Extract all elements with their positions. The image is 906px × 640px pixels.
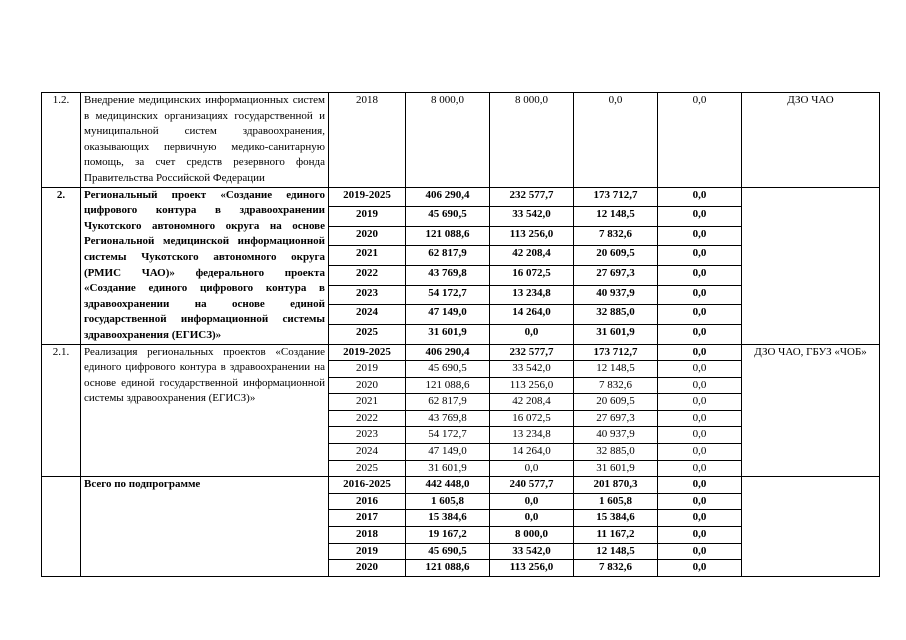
other-sources-cell: 0,0 [658,410,742,427]
total-cell: 45 690,5 [406,543,490,560]
other-sources-cell: 0,0 [658,444,742,461]
year-cell: 2021 [329,394,406,411]
federal-budget-cell: 16 072,5 [490,410,574,427]
regional-budget-cell: 173 712,7 [574,187,658,207]
year-cell: 2025 [329,324,406,344]
federal-budget-cell: 33 542,0 [490,207,574,227]
federal-budget-cell: 0,0 [490,510,574,527]
total-cell: 121 088,6 [406,377,490,394]
other-sources-cell: 0,0 [658,285,742,305]
total-cell: 45 690,5 [406,207,490,227]
federal-budget-cell: 8 000,0 [490,93,574,188]
regional-budget-cell: 173 712,7 [574,344,658,361]
total-cell: 62 817,9 [406,394,490,411]
regional-budget-cell: 31 601,9 [574,324,658,344]
regional-budget-cell: 7 832,6 [574,226,658,246]
year-cell: 2024 [329,305,406,325]
total-cell: 43 769,8 [406,410,490,427]
row-number: 2.1. [42,344,81,477]
year-cell: 2019-2025 [329,187,406,207]
year-cell: 2016 [329,493,406,510]
federal-budget-cell: 13 234,8 [490,285,574,305]
year-cell: 2020 [329,226,406,246]
regional-budget-cell: 40 937,9 [574,285,658,305]
federal-budget-cell: 8 000,0 [490,527,574,544]
federal-budget-cell: 113 256,0 [490,560,574,577]
other-sources-cell: 0,0 [658,305,742,325]
total-cell: 406 290,4 [406,187,490,207]
row-number [42,477,81,577]
federal-budget-cell: 16 072,5 [490,266,574,286]
regional-budget-cell: 15 384,6 [574,510,658,527]
regional-budget-cell: 40 937,9 [574,427,658,444]
regional-budget-cell: 27 697,3 [574,266,658,286]
total-cell: 45 690,5 [406,361,490,378]
regional-budget-cell: 12 148,5 [574,207,658,227]
other-sources-cell: 0,0 [658,527,742,544]
table-row [42,187,880,207]
total-cell: 19 167,2 [406,527,490,544]
regional-budget-cell: 1 605,8 [574,493,658,510]
year-cell: 2023 [329,285,406,305]
year-cell: 2019 [329,543,406,560]
regional-budget-cell: 11 167,2 [574,527,658,544]
total-cell: 47 149,0 [406,444,490,461]
row-number: 1.2. [42,93,81,188]
year-cell: 2016-2025 [329,477,406,494]
federal-budget-cell: 14 264,0 [490,305,574,325]
year-cell: 2022 [329,410,406,427]
activity-description: Региональный проект «Создание единого цифрового контура в здравоохранении Чукотского автономного округа на основе Региональной медицинской информационной системы Чукотского автономного округа (РМИС ЧАО)» федерального проекта «Создание единого цифрового контура в здравоохранении на основе единой государственной информационной системы здравоохранения (ЕГИСЗ)» [81,187,329,344]
federal-budget-cell: 240 577,7 [490,477,574,494]
other-sources-cell: 0,0 [658,266,742,286]
other-sources-cell: 0,0 [658,187,742,207]
table-row [42,93,880,188]
regional-budget-cell: 32 885,0 [574,444,658,461]
regional-budget-cell: 20 609,5 [574,394,658,411]
total-cell: 47 149,0 [406,305,490,325]
other-sources-cell: 0,0 [658,324,742,344]
year-cell: 2018 [329,527,406,544]
responsible-executor: ДЗО ЧАО, ГБУЗ «ЧОБ» [742,344,880,477]
federal-budget-cell: 33 542,0 [490,361,574,378]
regional-budget-cell: 0,0 [574,93,658,188]
row-number: 2. [42,187,81,344]
total-cell: 54 172,7 [406,427,490,444]
federal-budget-cell: 42 208,4 [490,246,574,266]
activity-description: Реализация региональных проектов «Создание единого цифрового контура в здравоохранении на основе единой государственной информационной системы здравоохранения (ЕГИСЗ)» [81,344,329,477]
other-sources-cell: 0,0 [658,377,742,394]
total-cell: 8 000,0 [406,93,490,188]
year-cell: 2022 [329,266,406,286]
year-cell: 2019 [329,361,406,378]
year-cell: 2019 [329,207,406,227]
activity-description: Всего по подпрограмме [81,477,329,577]
federal-budget-cell: 113 256,0 [490,226,574,246]
total-cell: 121 088,6 [406,226,490,246]
other-sources-cell: 0,0 [658,543,742,560]
subprogram-table [41,92,880,577]
federal-budget-cell: 33 542,0 [490,543,574,560]
other-sources-cell: 0,0 [658,560,742,577]
federal-budget-cell: 113 256,0 [490,377,574,394]
other-sources-cell: 0,0 [658,427,742,444]
other-sources-cell: 0,0 [658,510,742,527]
total-cell: 1 605,8 [406,493,490,510]
total-cell: 121 088,6 [406,560,490,577]
other-sources-cell: 0,0 [658,493,742,510]
year-cell: 2021 [329,246,406,266]
federal-budget-cell: 13 234,8 [490,427,574,444]
other-sources-cell: 0,0 [658,226,742,246]
total-cell: 15 384,6 [406,510,490,527]
federal-budget-cell: 0,0 [490,324,574,344]
total-cell: 31 601,9 [406,460,490,477]
year-cell: 2017 [329,510,406,527]
regional-budget-cell: 32 885,0 [574,305,658,325]
regional-budget-cell: 7 832,6 [574,560,658,577]
total-cell: 442 448,0 [406,477,490,494]
other-sources-cell: 0,0 [658,344,742,361]
regional-budget-cell: 7 832,6 [574,377,658,394]
federal-budget-cell: 0,0 [490,493,574,510]
regional-budget-cell: 31 601,9 [574,460,658,477]
regional-budget-cell: 12 148,5 [574,543,658,560]
other-sources-cell: 0,0 [658,246,742,266]
total-cell: 54 172,7 [406,285,490,305]
regional-budget-cell: 20 609,5 [574,246,658,266]
activity-description: Внедрение медицинских информационных систем в медицинских организациях государственной и муниципальной систем здравоохранения, оказывающих первичную медико-санитарную помощь, за счет средств резервного фонда Правительства Российской Федерации [81,93,329,188]
federal-budget-cell: 232 577,7 [490,344,574,361]
total-cell: 406 290,4 [406,344,490,361]
other-sources-cell: 0,0 [658,460,742,477]
regional-budget-cell: 201 870,3 [574,477,658,494]
responsible-executor [742,187,880,344]
year-cell: 2025 [329,460,406,477]
table-body [42,93,880,577]
responsible-executor [742,477,880,577]
other-sources-cell: 0,0 [658,207,742,227]
federal-budget-cell: 0,0 [490,460,574,477]
federal-budget-cell: 232 577,7 [490,187,574,207]
total-cell: 62 817,9 [406,246,490,266]
table-row [42,477,880,494]
other-sources-cell: 0,0 [658,361,742,378]
other-sources-cell: 0,0 [658,394,742,411]
year-cell: 2018 [329,93,406,188]
other-sources-cell: 0,0 [658,477,742,494]
year-cell: 2020 [329,560,406,577]
responsible-executor: ДЗО ЧАО [742,93,880,188]
year-cell: 2024 [329,444,406,461]
year-cell: 2020 [329,377,406,394]
federal-budget-cell: 14 264,0 [490,444,574,461]
table-row [42,344,880,361]
federal-budget-cell: 42 208,4 [490,394,574,411]
regional-budget-cell: 27 697,3 [574,410,658,427]
total-cell: 31 601,9 [406,324,490,344]
other-sources-cell: 0,0 [658,93,742,188]
regional-budget-cell: 12 148,5 [574,361,658,378]
total-cell: 43 769,8 [406,266,490,286]
year-cell: 2019-2025 [329,344,406,361]
year-cell: 2023 [329,427,406,444]
